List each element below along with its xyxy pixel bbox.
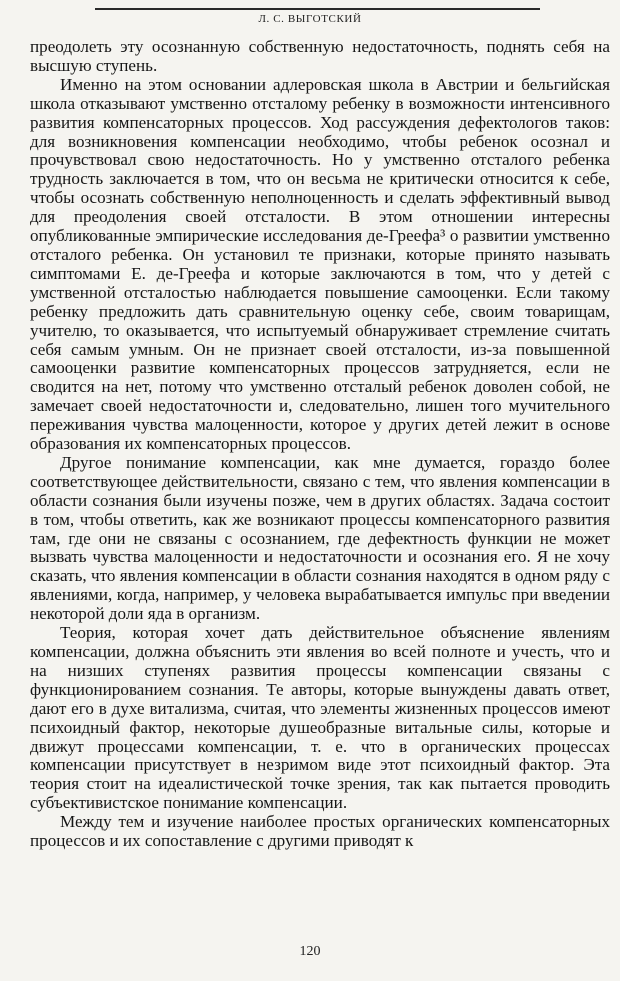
paragraph-continued: преодолеть эту осознанную собственную недостаточность, поднять себя на высшую ступень. xyxy=(30,37,610,75)
header-rule xyxy=(95,8,540,10)
paragraph-adler-school: Именно на этом основании адлеровская школа в Австрии и бельгийская школа отказывают умственно отсталому ребенку в возможности интенсивного развития компенсаторных процессов. Ход рассуждения дефектологов таков: для возникновения компенсации необходимо, чтобы ребенок осознал и прочувствовал свою недостаточность. Но у умственно отсталого ребенка трудность заключается в том, что он весьма не критически относится к себе, чтобы осознать собственную неполноценность и сделать эффективный вывод для преодоления своей отсталости. В этом отношении интересны опубликованные эмпирические исследования де-Греефа³ о развитии умственно отсталого ребенка. Он установил те признаки, которые принято называть симптомами Е. де-Греефа и которые заключаются в том, что у детей с умственной отсталостью наблюдается повышение самооценки. Если такому ребенку предложить дать сравнительную оценку себе, своим товарищам, учителю, то оказывается, что испытуемый обнаруживает стремление считать себя самым умным. Он не признает своей отсталости, из-за повышенной самооценки развитие компенсаторных процессов затрудняется, если не сводится на нет, потому что умственно отсталый ребенок доволен собой, не замечает своей недостаточности и, следовательно, лишен того мучительного переживания чувства малоценности, которое у других детей лежит в основе образования их компенсаторных процессов. xyxy=(30,74,610,454)
body-text xyxy=(30,38,610,851)
paragraph-other-understanding: Другое понимание компенсации, как мне думается, гораздо более соответствующее действительности, связано с тем, что явления компенсации в области сознания были изучены позже, чем в других областях. Задача состоит в том, чтобы ответить, как же возникают процессы компенсаторного развития там, где они не связаны с осознанием, где дефектность функции не может вызвать чувства малоценности и недостаточности и осознания его. Я не хочу сказать, что явления компенсации в области сознания находятся в одном ряду с явлениями, когда, например, у человека вырабатывается импульс при введении некоторой доли яда в организм. xyxy=(30,452,610,624)
paragraph-meanwhile: Между тем и изучение наиболее простых органических компенсаторных процессов и их сопоставление с другими приводят к xyxy=(30,812,610,851)
paragraph-theory: Теория, которая хочет дать действительное объяснение явлениям компенсации, должна объяснить эти явления во всей полноте и учесть, что и на низших ступенях развития процессы компенсации связаны с функционированием сознания. Те авторы, которые вынуждены давать ответ, дают его в духе витализма, считая, что элементы жизненных процессов имеют психоидный фактор, некоторые душеобразные витальные силы, которые и движут процессами компенсации, т. е. что в органических процессах компенсации присутствует в незримом виде этот психоидный фактор. Эта теория стоит на идеалистической точке зрения, так как пытается проводить субъективистское понимание компенсации. xyxy=(30,623,610,813)
page-number: 120 xyxy=(299,944,321,959)
running-head: Л. С. ВЫГОТСКИЙ xyxy=(258,13,362,25)
